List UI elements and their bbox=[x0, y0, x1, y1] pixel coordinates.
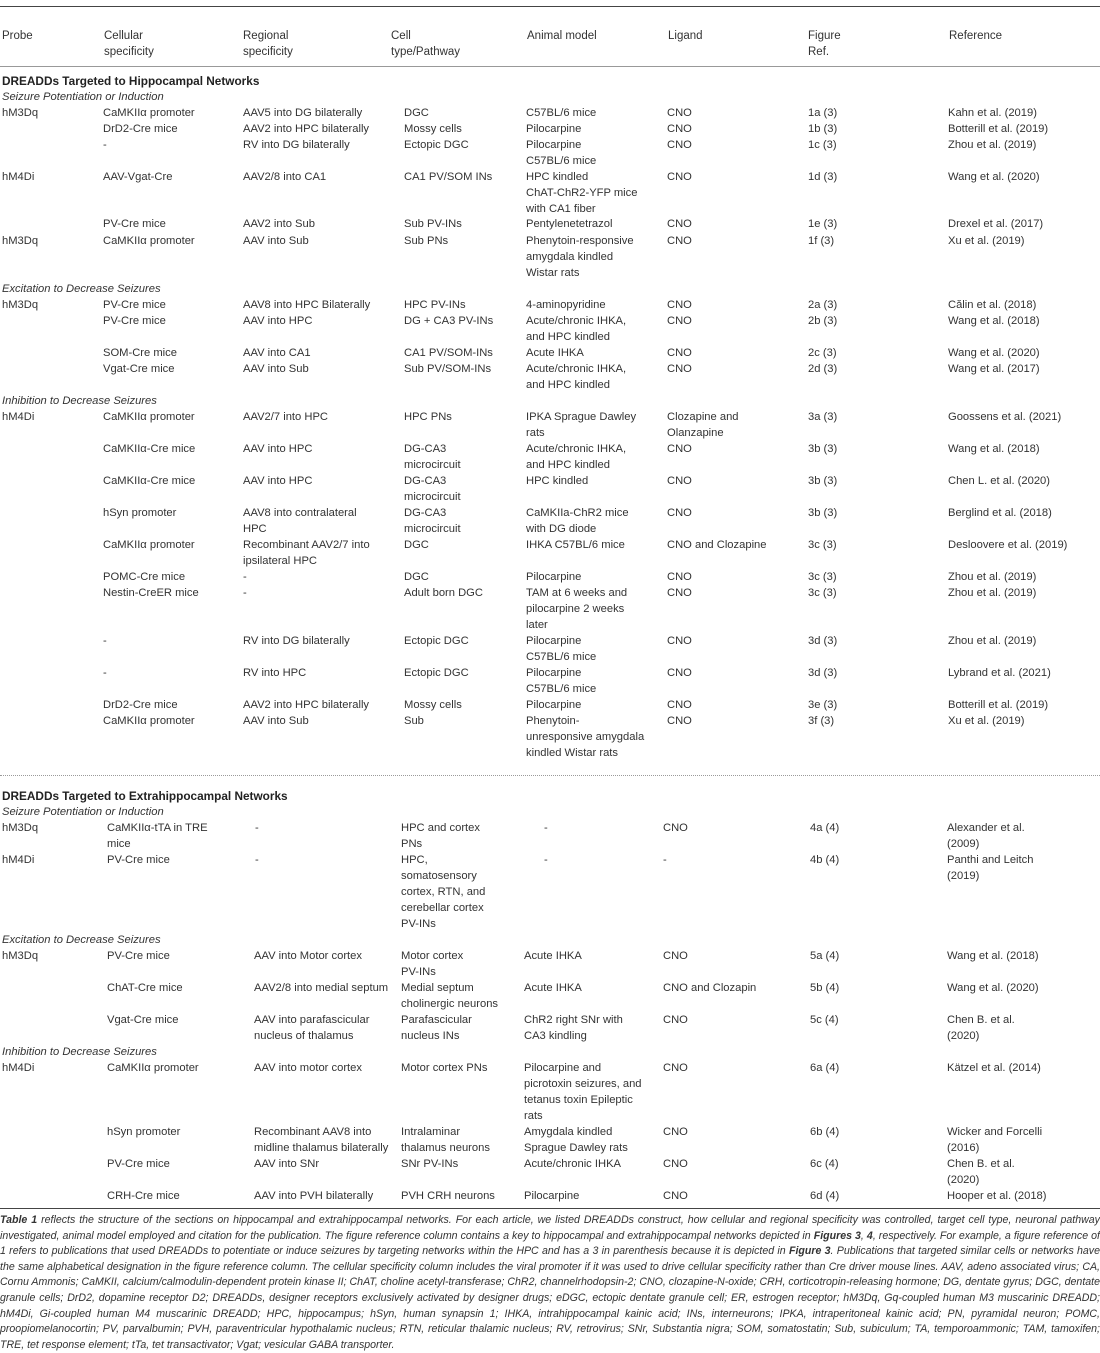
cell-reference: Chen B. et al. bbox=[947, 1158, 1015, 1170]
cell-probe: hM4Di bbox=[2, 171, 35, 183]
cell-reference: Desloovere et al. (2019) bbox=[948, 539, 1068, 551]
cell-reference: (2020) bbox=[947, 1174, 980, 1186]
cell-ligand: CNO bbox=[667, 139, 692, 151]
cell-figure: 3c (3) bbox=[808, 539, 837, 551]
cell-cellular: AAV-Vgat-Cre bbox=[103, 171, 173, 183]
cell-celltype: cerebellar cortex bbox=[401, 902, 484, 914]
cell-probe: hM3Dq bbox=[2, 107, 39, 119]
cell-animal: Pilocarpine bbox=[526, 635, 582, 647]
cell-animal: C57BL/6 mice bbox=[526, 155, 597, 167]
cell-probe: hM3Dq bbox=[2, 822, 39, 834]
cell-animal: Acute/chronic IHKA, bbox=[526, 363, 627, 375]
cell-reference: (2019) bbox=[947, 870, 980, 882]
cell-celltype: Adult born DGC bbox=[404, 587, 483, 599]
cell-cellular: CaMKIIα promoter bbox=[103, 107, 195, 119]
cell-animal: with DG diode bbox=[526, 523, 597, 535]
cell-cellular: PV-Cre mice bbox=[107, 1158, 170, 1170]
cell-cellular: PV-Cre mice bbox=[107, 854, 170, 866]
cell-celltype: DG-CA3 bbox=[404, 507, 447, 519]
cell-celltype: Mossy cells bbox=[404, 123, 462, 135]
cell-ligand: CNO bbox=[667, 571, 692, 583]
cell-celltype: somatosensory bbox=[401, 870, 477, 882]
cell-reference: Wang et al. (2020) bbox=[947, 982, 1039, 994]
cell-probe: hM3Dq bbox=[2, 299, 39, 311]
cell-animal: - bbox=[544, 854, 548, 866]
cell-animal: pilocarpine 2 weeks bbox=[526, 603, 625, 615]
cell-reference: Wang et al. (2018) bbox=[948, 443, 1040, 455]
cell-animal: CA3 kindling bbox=[524, 1030, 587, 1042]
cell-regional: AAV into Motor cortex bbox=[254, 950, 362, 962]
cell-reference: Călin et al. (2018) bbox=[948, 299, 1037, 311]
cell-animal: Amygdala kindled bbox=[524, 1126, 613, 1138]
cell-animal: rats bbox=[526, 427, 545, 439]
cell-celltype: Mossy cells bbox=[404, 699, 462, 711]
cell-celltype: cortex, RTN, and bbox=[401, 886, 486, 898]
caption-text: , bbox=[860, 1229, 867, 1242]
cell-cellular: SOM-Cre mice bbox=[103, 347, 177, 359]
cell-figure: 2a (3) bbox=[808, 299, 838, 311]
cell-figure: 6b (4) bbox=[810, 1126, 840, 1138]
cell-reference: (2020) bbox=[947, 1030, 980, 1042]
cell-ligand: CNO bbox=[663, 950, 688, 962]
cell-cellular: CRH-Cre mice bbox=[107, 1190, 180, 1202]
cell-animal: IHKA C57BL/6 mice bbox=[526, 539, 625, 551]
cell-ligand: CNO bbox=[667, 363, 692, 375]
cell-celltype: Motor cortex PNs bbox=[401, 1062, 488, 1074]
cell-animal: unresponsive amygdala bbox=[526, 731, 645, 743]
cell-cellular: hSyn promoter bbox=[107, 1126, 181, 1138]
cell-ligand: CNO bbox=[667, 507, 692, 519]
cell-animal: HPC kindled bbox=[526, 171, 589, 183]
cell-regional: RV into HPC bbox=[243, 667, 307, 679]
cell-figure: 1f (3) bbox=[808, 235, 835, 247]
subsection-title: Excitation to Decrease Seizures bbox=[2, 283, 161, 295]
cell-ligand: Olanzapine bbox=[667, 427, 724, 439]
cell-ligand: CNO bbox=[667, 107, 692, 119]
cell-cellular: PV-Cre mice bbox=[103, 299, 166, 311]
cell-reference: Wicker and Forcelli bbox=[947, 1126, 1043, 1138]
cell-regional: HPC bbox=[243, 523, 267, 535]
cell-animal: and HPC kindled bbox=[526, 459, 610, 471]
cell-regional: AAV2/8 into CA1 bbox=[243, 171, 327, 183]
cell-ligand: CNO bbox=[667, 218, 692, 230]
cell-figure: 4a (4) bbox=[810, 822, 840, 834]
cell-animal: Sprague Dawley rats bbox=[524, 1142, 628, 1154]
subsection-title: Inhibition to Decrease Seizures bbox=[2, 395, 157, 407]
table-caption bbox=[0, 1213, 1100, 1353]
cell-probe: hM4Di bbox=[2, 1062, 35, 1074]
cell-celltype: Sub PNs bbox=[404, 235, 449, 247]
cell-cellular: CaMKIIα-Cre mice bbox=[103, 475, 196, 487]
cell-probe: hM3Dq bbox=[2, 950, 39, 962]
cell-celltype: CA1 PV/SOM-INs bbox=[404, 347, 493, 359]
cell-ligand: CNO bbox=[667, 171, 692, 183]
cell-animal: Acute IHKA bbox=[526, 347, 584, 359]
cell-reference: Wang et al. (2018) bbox=[947, 950, 1039, 962]
caption-label: Table 1 bbox=[0, 1214, 38, 1226]
cell-regional: AAV5 into DG bilaterally bbox=[243, 107, 363, 119]
cell-celltype: Parafascicular bbox=[401, 1014, 472, 1026]
cell-ligand: CNO bbox=[667, 299, 692, 311]
cell-cellular: Nestin-CreER mice bbox=[103, 587, 199, 599]
cell-reference: (2009) bbox=[947, 838, 980, 850]
cell-celltype: DGC bbox=[404, 107, 429, 119]
cell-animal: Acute IHKA bbox=[524, 950, 582, 962]
cell-regional: nucleus of thalamus bbox=[254, 1030, 354, 1042]
cell-figure: 3d (3) bbox=[808, 667, 838, 679]
cell-figure: 2d (3) bbox=[808, 363, 838, 375]
cell-figure: 3d (3) bbox=[808, 635, 838, 647]
cell-animal: amygdala kindled bbox=[526, 251, 614, 263]
cell-celltype: PV-INs bbox=[401, 966, 436, 978]
caption-figure-ref: Figure 3 bbox=[788, 1245, 831, 1258]
cell-reference: Kahn et al. (2019) bbox=[948, 107, 1037, 119]
cell-cellular: - bbox=[103, 667, 107, 679]
cell-ligand: CNO bbox=[667, 347, 692, 359]
cell-animal: later bbox=[526, 619, 548, 631]
cell-cellular: CaMKIIα promoter bbox=[103, 411, 195, 423]
cell-regional: - bbox=[243, 587, 247, 599]
caption-figure-ref: 4 bbox=[866, 1229, 873, 1242]
cell-regional: RV into DG bilaterally bbox=[243, 635, 350, 647]
cell-ligand: CNO bbox=[667, 715, 692, 727]
cell-regional: ipsilateral HPC bbox=[243, 555, 317, 567]
cell-reference: Chen B. et al. bbox=[947, 1014, 1015, 1026]
cell-celltype: DG-CA3 bbox=[404, 443, 447, 455]
cell-animal: Acute/chronic IHKA, bbox=[526, 443, 627, 455]
cell-animal: Wistar rats bbox=[526, 267, 580, 279]
cell-cellular: Vgat-Cre mice bbox=[103, 363, 175, 375]
cell-cellular: PV-Cre mice bbox=[107, 950, 170, 962]
cell-animal: IPKA Sprague Dawley bbox=[526, 411, 637, 423]
cell-regional: AAV2 into Sub bbox=[243, 218, 315, 230]
cell-regional: AAV2/7 into HPC bbox=[243, 411, 328, 423]
cell-reference: Wang et al. (2020) bbox=[948, 347, 1040, 359]
cell-regional: AAV8 into contralateral bbox=[243, 507, 357, 519]
section-title-hippocampal: DREADDs Targeted to Hippocampal Networks bbox=[2, 74, 260, 88]
cell-regional: Recombinant AAV2/7 into bbox=[243, 539, 370, 551]
section-title-extrahippocampal: DREADDs Targeted to Extrahippocampal Networks bbox=[2, 789, 288, 803]
cell-figure: 4b (4) bbox=[810, 854, 840, 866]
cell-regional: AAV into motor cortex bbox=[254, 1062, 362, 1074]
cell-figure: 3c (3) bbox=[808, 587, 837, 599]
cell-ligand: CNO bbox=[667, 587, 692, 599]
cell-regional: AAV into Sub bbox=[243, 715, 309, 727]
cell-cellular: CaMKIIα promoter bbox=[107, 1062, 199, 1074]
cell-animal: - bbox=[544, 822, 548, 834]
cell-ligand: CNO bbox=[667, 475, 692, 487]
cell-regional: AAV2 into HPC bilaterally bbox=[243, 699, 370, 711]
cell-regional: AAV2 into HPC bilaterally bbox=[243, 123, 370, 135]
cell-reference: Zhou et al. (2019) bbox=[948, 587, 1037, 599]
cell-ligand: CNO bbox=[663, 1158, 688, 1170]
cell-cellular: DrD2-Cre mice bbox=[103, 699, 178, 711]
caption-figure-ref: Figures 3 bbox=[813, 1229, 861, 1242]
cell-reference: Zhou et al. (2019) bbox=[948, 571, 1037, 583]
cell-ligand: CNO bbox=[667, 315, 692, 327]
cell-celltype: Motor cortex bbox=[401, 950, 464, 962]
col-header-regional: Regional specificity bbox=[243, 30, 293, 58]
cell-celltype: PV-INs bbox=[401, 918, 436, 930]
cell-regional: - bbox=[255, 854, 259, 866]
cell-ligand: CNO bbox=[663, 1126, 688, 1138]
cell-celltype: thalamus neurons bbox=[401, 1142, 490, 1154]
cell-ligand: Clozapine and bbox=[667, 411, 739, 423]
cell-reference: Chen L. et al. (2020) bbox=[948, 475, 1050, 487]
cell-celltype: DGC bbox=[404, 539, 429, 551]
cell-cellular: CaMKIIα promoter bbox=[103, 715, 195, 727]
cell-figure: 2b (3) bbox=[808, 315, 838, 327]
cell-celltype: PVH CRH neurons bbox=[401, 1190, 495, 1202]
cell-celltype: microcircuit bbox=[404, 491, 461, 503]
cell-reference: Lybrand et al. (2021) bbox=[948, 667, 1051, 679]
cell-figure: 6d (4) bbox=[810, 1190, 840, 1202]
cell-ligand: - bbox=[663, 854, 667, 866]
cell-animal: CaMKIIa-ChR2 mice bbox=[526, 507, 629, 519]
cell-cellular: CaMKIIα promoter bbox=[103, 539, 195, 551]
cell-ligand: CNO bbox=[663, 822, 688, 834]
cell-regional: AAV into parafascicular bbox=[254, 1014, 370, 1026]
cell-cellular: CaMKIIα-Cre mice bbox=[103, 443, 196, 455]
cell-animal: 4-aminopyridine bbox=[526, 299, 606, 311]
cell-ligand: CNO bbox=[667, 123, 692, 135]
cell-regional: RV into DG bilaterally bbox=[243, 139, 350, 151]
cell-figure: 1a (3) bbox=[808, 107, 838, 119]
cell-celltype: CA1 PV/SOM INs bbox=[404, 171, 493, 183]
cell-reference: Botterill et al. (2019) bbox=[948, 123, 1049, 135]
cell-figure: 5a (4) bbox=[810, 950, 840, 962]
table-top-rule bbox=[0, 6, 1100, 7]
cell-animal: C57BL/6 mice bbox=[526, 651, 597, 663]
cell-animal: tetanus toxin Epileptic bbox=[524, 1094, 633, 1106]
col-header-cellular: Cellular specificity bbox=[104, 30, 154, 58]
col-header-probe: Probe bbox=[2, 30, 33, 42]
cell-celltype: Ectopic DGC bbox=[404, 635, 469, 647]
cell-cellular: mice bbox=[107, 838, 131, 850]
cell-reference: Hooper et al. (2018) bbox=[947, 1190, 1047, 1202]
cell-ligand: CNO bbox=[663, 1014, 688, 1026]
cell-regional: midline thalamus bilaterally bbox=[254, 1142, 389, 1154]
header-rule bbox=[0, 66, 1100, 67]
cell-celltype: Ectopic DGC bbox=[404, 667, 469, 679]
cell-animal: rats bbox=[524, 1110, 543, 1122]
table-bottom-rule bbox=[0, 1208, 1100, 1209]
cell-ligand: CNO and Clozapin bbox=[663, 982, 757, 994]
cell-celltype: HPC PNs bbox=[404, 411, 452, 423]
cell-reference: Wang et al. (2020) bbox=[948, 171, 1040, 183]
cell-animal: ChAT-ChR2-YFP mice bbox=[526, 187, 638, 199]
subsection-title: Seizure Potentiation or Induction bbox=[2, 806, 164, 818]
cell-celltype: cholinergic neurons bbox=[401, 998, 499, 1010]
col-header-reference: Reference bbox=[949, 30, 1003, 42]
cell-celltype: DG + CA3 PV-INs bbox=[404, 315, 494, 327]
cell-ligand: CNO bbox=[667, 667, 692, 679]
cell-probe: hM3Dq bbox=[2, 235, 39, 247]
cell-animal: and HPC kindled bbox=[526, 379, 610, 391]
cell-figure: 6a (4) bbox=[810, 1062, 840, 1074]
cell-probe: hM4Di bbox=[2, 854, 35, 866]
cell-reference: Zhou et al. (2019) bbox=[948, 139, 1037, 151]
cell-cellular: PV-Cre mice bbox=[103, 218, 166, 230]
cell-celltype: HPC, bbox=[401, 854, 428, 866]
cell-animal: Pilocarpine bbox=[526, 123, 582, 135]
cell-animal: picrotoxin seizures, and bbox=[524, 1078, 642, 1090]
col-header-ligand: Ligand bbox=[668, 30, 703, 42]
cell-figure: 5c (4) bbox=[810, 1014, 839, 1026]
cell-celltype: HPC PV-INs bbox=[404, 299, 466, 311]
subsection-title: Excitation to Decrease Seizures bbox=[2, 934, 161, 946]
cell-animal: and HPC kindled bbox=[526, 331, 610, 343]
cell-figure: 3c (3) bbox=[808, 571, 837, 583]
cell-regional: AAV into PVH bilaterally bbox=[254, 1190, 374, 1202]
cell-animal: Pentylenetetrazol bbox=[526, 218, 613, 230]
cell-figure: 3b (3) bbox=[808, 475, 838, 487]
cell-celltype: Intralaminar bbox=[401, 1126, 461, 1138]
col-header-figure: Figure Ref. bbox=[808, 30, 841, 58]
cell-animal: Phenytoin-responsive bbox=[526, 235, 634, 247]
cell-animal: Pilocarpine bbox=[526, 667, 582, 679]
cell-regional: AAV into HPC bbox=[243, 443, 313, 455]
cell-figure: 1d (3) bbox=[808, 171, 838, 183]
cell-animal: Acute/chronic IHKA, bbox=[526, 315, 627, 327]
cell-reference: Alexander et al. bbox=[947, 822, 1025, 834]
cell-figure: 3f (3) bbox=[808, 715, 835, 727]
col-header-celltype: Cell type/Pathway bbox=[391, 30, 461, 58]
cell-celltype: DGC bbox=[404, 571, 429, 583]
cell-celltype: Ectopic DGC bbox=[404, 139, 469, 151]
cell-animal: Pilocarpine and bbox=[524, 1062, 602, 1074]
cell-animal: C57BL/6 mice bbox=[526, 107, 597, 119]
caption-text: , respectively. For example, a figure reference of 1 refers to publications that used DREADDs to potentiate or induce seizures by targeting networks within the HPC and has a 3 in parenthesis because it is depicted in bbox=[0, 1229, 1100, 1258]
cell-cellular: hSyn promoter bbox=[103, 507, 177, 519]
cell-reference: Wang et al. (2018) bbox=[948, 315, 1040, 327]
cell-regional: AAV8 into HPC Bilaterally bbox=[243, 299, 371, 311]
cell-celltype: nucleus INs bbox=[401, 1030, 460, 1042]
cell-reference: (2016) bbox=[947, 1142, 980, 1154]
subsection-title: Seizure Potentiation or Induction bbox=[2, 91, 164, 103]
cell-ligand: CNO bbox=[667, 635, 692, 647]
cell-celltype: DG-CA3 bbox=[404, 475, 447, 487]
cell-cellular: CaMKIIα promoter bbox=[103, 235, 195, 247]
cell-animal: with CA1 fiber bbox=[526, 203, 596, 215]
cell-celltype: microcircuit bbox=[404, 523, 461, 535]
cell-cellular: CaMKIIα-tTA in TRE bbox=[107, 822, 208, 834]
cell-regional: - bbox=[255, 822, 259, 834]
cell-animal: kindled Wistar rats bbox=[526, 747, 619, 759]
cell-celltype: microcircuit bbox=[404, 459, 461, 471]
cell-cellular: PV-Cre mice bbox=[103, 315, 166, 327]
cell-cellular: DrD2-Cre mice bbox=[103, 123, 178, 135]
section-divider bbox=[0, 775, 1100, 776]
cell-reference: Berglind et al. (2018) bbox=[948, 507, 1052, 519]
cell-figure: 5b (4) bbox=[810, 982, 840, 994]
cell-animal: Pilocarpine bbox=[526, 571, 582, 583]
cell-figure: 6c (4) bbox=[810, 1158, 839, 1170]
cell-regional: AAV into Sub bbox=[243, 363, 309, 375]
cell-reference: Xu et al. (2019) bbox=[948, 235, 1025, 247]
cell-animal: Pilocarpine bbox=[526, 139, 582, 151]
subsection-title: Inhibition to Decrease Seizures bbox=[2, 1046, 157, 1058]
cell-figure: 2c (3) bbox=[808, 347, 837, 359]
cell-regional: AAV into CA1 bbox=[243, 347, 311, 359]
cell-figure: 3e (3) bbox=[808, 699, 838, 711]
col-header-animal: Animal model bbox=[527, 30, 597, 42]
cell-cellular: - bbox=[103, 139, 107, 151]
cell-regional: AAV into HPC bbox=[243, 475, 313, 487]
cell-reference: Goossens et al. (2021) bbox=[948, 411, 1062, 423]
cell-cellular: POMC-Cre mice bbox=[103, 571, 186, 583]
cell-reference: Wang et al. (2017) bbox=[948, 363, 1040, 375]
cell-regional: AAV into SNr bbox=[254, 1158, 320, 1170]
cell-reference: Botterill et al. (2019) bbox=[948, 699, 1049, 711]
cell-probe: hM4Di bbox=[2, 411, 35, 423]
cell-reference: Kätzel et al. (2014) bbox=[947, 1062, 1041, 1074]
cell-regional: - bbox=[243, 571, 247, 583]
cell-celltype: Sub PV/SOM-INs bbox=[404, 363, 492, 375]
cell-celltype: SNr PV-INs bbox=[401, 1158, 459, 1170]
cell-figure: 1b (3) bbox=[808, 123, 838, 135]
cell-celltype: Sub PV-INs bbox=[404, 218, 462, 230]
cell-animal: Acute IHKA bbox=[524, 982, 582, 994]
cell-ligand: CNO and Clozapine bbox=[667, 539, 767, 551]
cell-animal: Phenytoin- bbox=[526, 715, 580, 727]
cell-figure: 1c (3) bbox=[808, 139, 837, 151]
cell-celltype: HPC and cortex bbox=[401, 822, 480, 834]
cell-celltype: Sub bbox=[404, 715, 424, 727]
cell-animal: TAM at 6 weeks and bbox=[526, 587, 628, 599]
cell-reference: Panthi and Leitch bbox=[947, 854, 1034, 866]
cell-ligand: CNO bbox=[667, 235, 692, 247]
cell-regional: AAV into Sub bbox=[243, 235, 309, 247]
cell-reference: Xu et al. (2019) bbox=[948, 715, 1025, 727]
cell-figure: 1e (3) bbox=[808, 218, 838, 230]
cell-cellular: ChAT-Cre mice bbox=[107, 982, 183, 994]
cell-cellular: - bbox=[103, 635, 107, 647]
cell-animal: C57BL/6 mice bbox=[526, 683, 597, 695]
cell-figure: 3a (3) bbox=[808, 411, 838, 423]
cell-celltype: PNs bbox=[401, 838, 423, 850]
cell-animal: Pilocarpine bbox=[524, 1190, 580, 1202]
caption-text: . Publications that targeted similar cells or networks have the same alphabetical designation in the figure reference column. The cellular specificity column includes the viral promoter if it was used to drive cellular specificity rather than Cre driver mouse lines. AAV, adeno associated virus; CA, Cornu Ammonis; CaMKII, calcium/calmodulin-dependent protein kinase II; ChAT, choline acetyl-transferase; ChR2, channelrhodopsin-2; CNO, clozapine-N-oxide; CRH, corticotropin-releasing hormone; DG, dentate gyrus; DGC, dentate granule cells; DrD2, dopamine receptor D2; DREADDs, designer receptors exclusively activated by designer drugs; eDGC, ectopic dentate granule cell; ER, estrogen receptor; hM3Dq, Gq-coupled human M3 muscarinic DREADD; hM4Di, Gi-coupled human M4 muscarinic DREADD; HPC, hippocampus; hSyn, human synapsin 1; IHKA, intrahippocampal kainic acid; INs, interneurons; IPKA, intraperitoneal kainic acid; PN, pyramidal neuron; POMC, proopiomelanocortin; PV, parvalbumin; PVH, paraventricular hypothalamic nucleus; RTN, reticular thalamic nucleus; RV, retrovirus; SNr, Substantia nigra; SOM, somatostatin; Sub, subiculum; TA, temporoammonic; TAM, tamoxifen; TRE, tet response element; tTa, tet transactivator; Vgat; vesicular GABA transporter. bbox=[0, 1245, 1100, 1351]
cell-ligand: CNO bbox=[667, 699, 692, 711]
cell-animal: Pilocarpine bbox=[526, 699, 582, 711]
cell-regional: AAV into HPC bbox=[243, 315, 313, 327]
cell-figure: 3b (3) bbox=[808, 443, 838, 455]
cell-ligand: CNO bbox=[663, 1062, 688, 1074]
cell-reference: Drexel et al. (2017) bbox=[948, 218, 1044, 230]
cell-animal: Acute/chronic IHKA bbox=[524, 1158, 622, 1170]
cell-ligand: CNO bbox=[663, 1190, 688, 1202]
cell-cellular: Vgat-Cre mice bbox=[107, 1014, 179, 1026]
cell-animal: ChR2 right SNr with bbox=[524, 1014, 623, 1026]
cell-regional: AAV2/8 into medial septum bbox=[254, 982, 389, 994]
caption-text: reflects the structure of the sections on hippocampal and extrahippocampal networks. For each article, we listed DREADDs construct, how cellular and regional specificity was controlled, target cell type, neuronal pathway investigated, animal model employed and citation for the publication. The figure reference column contains a key to hippocampal and extrahippocampal networks depicted in bbox=[0, 1214, 1100, 1242]
cell-ligand: CNO bbox=[667, 443, 692, 455]
cell-figure: 3b (3) bbox=[808, 507, 838, 519]
cell-animal: HPC kindled bbox=[526, 475, 589, 487]
cell-regional: Recombinant AAV8 into bbox=[254, 1126, 372, 1138]
cell-reference: Zhou et al. (2019) bbox=[948, 635, 1037, 647]
cell-celltype: Medial septum bbox=[401, 982, 474, 994]
